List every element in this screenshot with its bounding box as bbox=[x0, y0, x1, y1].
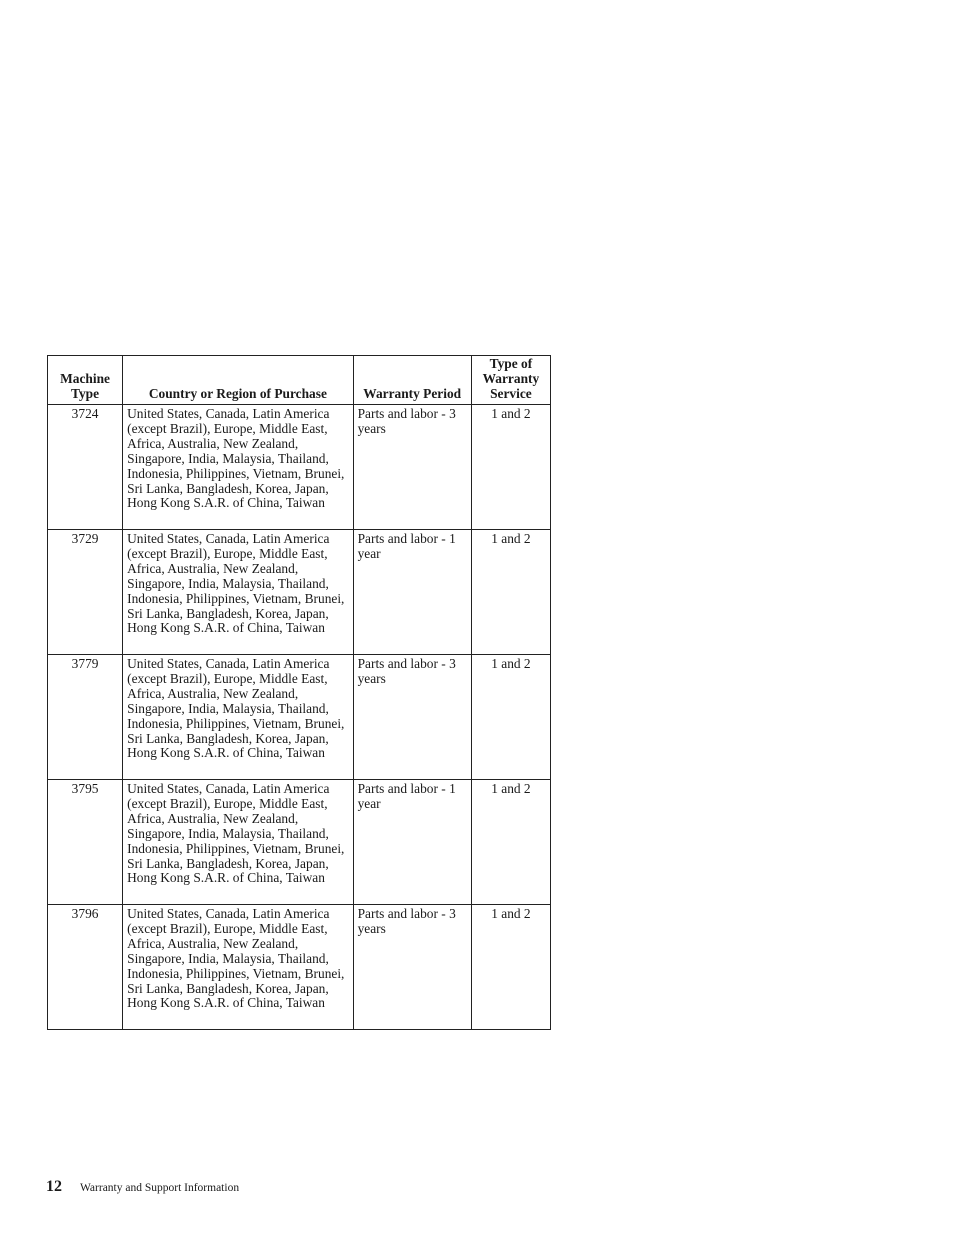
table-row bbox=[48, 905, 551, 1030]
machine-type-cell: 3796 bbox=[48, 905, 123, 1030]
warranty-service-cell: 1 and 2 bbox=[471, 405, 550, 530]
warranty-service-cell: 1 and 2 bbox=[471, 905, 550, 1030]
header-warranty-period: Warranty Period bbox=[353, 356, 471, 405]
warranty-period-cell: Parts and labor - 3 years bbox=[353, 405, 471, 530]
warranty-service-cell: 1 and 2 bbox=[471, 655, 550, 780]
warranty-table bbox=[47, 355, 551, 1030]
header-country: Country or Region of Purchase bbox=[123, 356, 353, 405]
machine-type-cell: 3795 bbox=[48, 780, 123, 905]
warranty-period-cell: Parts and labor - 1 year bbox=[353, 780, 471, 905]
machine-type-cell: 3729 bbox=[48, 530, 123, 655]
country-cell: United States, Canada, Latin America (except Brazil), Europe, Middle East, Africa, Australia, New Zealand, Singapore, India, Malaysia, Thailand, Indonesia, Philippines, Vietnam, Brunei, Sri Lanka, Bangladesh, Korea, Japan, Hong Kong S.A.R. of China, Taiwan bbox=[123, 530, 353, 655]
page-number: 12 bbox=[46, 1178, 62, 1195]
warranty-period-cell: Parts and labor - 3 years bbox=[353, 905, 471, 1030]
country-cell: United States, Canada, Latin America (except Brazil), Europe, Middle East, Africa, Australia, New Zealand, Singapore, India, Malaysia, Thailand, Indonesia, Philippines, Vietnam, Brunei, Sri Lanka, Bangladesh, Korea, Japan, Hong Kong S.A.R. of China, Taiwan bbox=[123, 655, 353, 780]
header-warranty-service: Type of Warranty Service bbox=[471, 356, 550, 405]
warranty-service-cell: 1 and 2 bbox=[471, 530, 550, 655]
header-machine-type: Machine Type bbox=[48, 356, 123, 405]
machine-type-cell: 3724 bbox=[48, 405, 123, 530]
country-cell: United States, Canada, Latin America (except Brazil), Europe, Middle East, Africa, Australia, New Zealand, Singapore, India, Malaysia, Thailand, Indonesia, Philippines, Vietnam, Brunei, Sri Lanka, Bangladesh, Korea, Japan, Hong Kong S.A.R. of China, Taiwan bbox=[123, 905, 353, 1030]
table-row bbox=[48, 655, 551, 780]
warranty-period-cell: Parts and labor - 1 year bbox=[353, 530, 471, 655]
footer-title: Warranty and Support Information bbox=[80, 1182, 240, 1194]
country-cell: United States, Canada, Latin America (except Brazil), Europe, Middle East, Africa, Australia, New Zealand, Singapore, India, Malaysia, Thailand, Indonesia, Philippines, Vietnam, Brunei, Sri Lanka, Bangladesh, Korea, Japan, Hong Kong S.A.R. of China, Taiwan bbox=[123, 405, 353, 530]
warranty-service-cell: 1 and 2 bbox=[471, 780, 550, 905]
machine-type-cell: 3779 bbox=[48, 655, 123, 780]
warranty-period-cell: Parts and labor - 3 years bbox=[353, 655, 471, 780]
table-row bbox=[48, 530, 551, 655]
table-row bbox=[48, 780, 551, 905]
page-footer bbox=[46, 1178, 239, 1196]
table-row bbox=[48, 405, 551, 530]
country-cell: United States, Canada, Latin America (except Brazil), Europe, Middle East, Africa, Australia, New Zealand, Singapore, India, Malaysia, Thailand, Indonesia, Philippines, Vietnam, Brunei, Sri Lanka, Bangladesh, Korea, Japan, Hong Kong S.A.R. of China, Taiwan bbox=[123, 780, 353, 905]
table-header-row bbox=[48, 356, 551, 405]
